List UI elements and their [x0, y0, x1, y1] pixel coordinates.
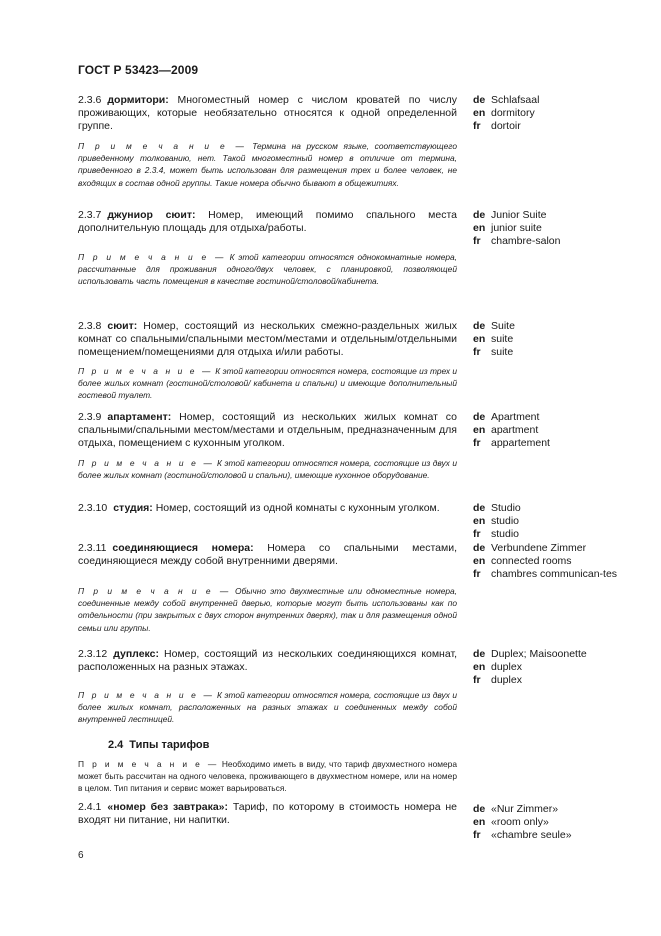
note-label: П р и м е ч а н и е — — [78, 759, 219, 769]
lang-code: en — [473, 222, 486, 234]
entry-2-3-8 — [78, 320, 457, 359]
lang-code: de — [473, 542, 486, 554]
lang-row-en — [473, 107, 623, 120]
entry-term: дормитори: — [107, 94, 169, 106]
note-text: Термина на русском языке, соответствующего приведенному толкованию, нет. Такой многоместный номер в отличие от термина, приведенного в 2.3.4, может быть использован для размещения трех и более человек, не входящих в состав одной группы. Такие номера обычно бывают в общежитиях. — [78, 141, 457, 188]
entry-2-3-10 — [78, 502, 457, 515]
entry-2-3-9 — [78, 411, 457, 450]
section-note — [78, 758, 457, 795]
lang-row-en — [473, 816, 623, 829]
lang-term: «Nur Zimmer» — [491, 803, 559, 815]
note-text: К этой категории относятся номера, состоящие из трех и более жилых комнат (гостиной/столовой/ кабинета и спальни) и имеющие дополнительный гостевой туалет. — [78, 366, 458, 401]
lang-row-de — [473, 209, 623, 222]
entry-definition: Номер, состоящий из одной комнаты с кухонным уголком. — [155, 502, 440, 514]
entry-definition: Тариф, по которому в стоимость номера не входят ни питание, ни напитки. — [78, 801, 458, 826]
entry-number: 2.4.1 — [78, 801, 102, 813]
entry-term: «номер без завтрака»: — [107, 801, 229, 813]
lang-row-de — [473, 648, 623, 661]
lang-term: appartement — [491, 437, 550, 449]
lang-term: chambre-salon — [491, 235, 561, 247]
langs-2-4-1 — [473, 803, 623, 842]
lang-term: «room only» — [491, 816, 549, 828]
lang-term: studio — [491, 528, 520, 540]
lang-row-de — [473, 320, 623, 333]
lang-term: chambres communican-tes — [491, 568, 618, 580]
langs-2-3-7 — [473, 209, 623, 248]
lang-row-fr — [473, 829, 623, 842]
lang-code: en — [473, 816, 486, 828]
lang-term: suite — [491, 346, 514, 358]
langs-2-3-9 — [473, 411, 623, 450]
note-2-3-8 — [78, 365, 457, 402]
note-label: П р и м е ч а н и е — — [78, 366, 213, 376]
note-text: К этой категории относятся однокомнатные номера, рассчитанные для проживания одного/двух человек, с планировкой, позволяющей использовать часть помещения в качестве гостиной/столовой/кабинета. — [78, 252, 458, 287]
section-number: 2.4 — [108, 739, 124, 751]
lang-code: de — [473, 648, 486, 660]
lang-row-de — [473, 411, 623, 424]
langs-2-3-6 — [473, 94, 623, 133]
langs-2-3-11 — [473, 542, 618, 581]
note-text: Необходимо иметь в виду, что тариф двухместного номера может быть рассчитан на одного человека, проживающего в двухместном номере, или на номер в целом. Тип питания и сервис может варьироваться. — [78, 759, 457, 794]
entry-definition: Номер, состоящий из нескольких жилых комнат со спальными/спальными местом/местами и отдельным, предназначенным для отдыха, помещением с кухонным уголком. — [78, 411, 457, 449]
lang-code: en — [473, 107, 486, 119]
lang-term: Duplex; Maisoonette — [491, 648, 587, 660]
lang-code: de — [473, 411, 486, 423]
lang-row-de — [473, 542, 618, 555]
entry-number: 2.3.8 — [78, 320, 102, 332]
lang-term: junior suite — [491, 222, 542, 234]
lang-row-fr — [473, 120, 623, 133]
note-2-3-11 — [78, 585, 457, 634]
lang-term: apartment — [491, 424, 539, 436]
lang-code: fr — [473, 568, 481, 580]
entry-2-3-11 — [78, 542, 457, 568]
entry-definition: Многоместный номер с числом кроватей по числу проживающих, которые необязательно относятся к одной определенной группе. — [78, 94, 457, 132]
entry-term: сюит: — [107, 320, 138, 332]
lang-row-en — [473, 555, 618, 568]
lang-code: fr — [473, 829, 481, 841]
lang-code: en — [473, 515, 486, 527]
entry-number: 2.3.11 — [78, 542, 107, 554]
lang-term: duplex — [491, 674, 522, 686]
page-number: 6 — [78, 850, 84, 861]
entry-term: дуплекс: — [113, 648, 160, 660]
lang-code: de — [473, 803, 486, 815]
lang-row-en — [473, 333, 623, 346]
lang-row-fr — [473, 437, 623, 450]
lang-row-fr — [473, 568, 618, 581]
lang-row-en — [473, 424, 623, 437]
entry-definition: Номер, состоящий из нескольких соединяющихся комнат, расположенных на разных этажах. — [78, 648, 458, 673]
lang-code: fr — [473, 437, 481, 449]
note-2-3-12 — [78, 689, 457, 726]
lang-code: en — [473, 424, 486, 436]
note-label: П р и м е ч а н и е — — [78, 141, 247, 151]
note-2-3-6 — [78, 140, 457, 189]
lang-code: fr — [473, 528, 481, 540]
note-text: К этой категории относятся номера, состоящие из двух и более жилых комнат (гостиной/столовой и спальни), имеющие кухонное оборудование. — [78, 458, 457, 481]
entry-number: 2.3.10 — [78, 502, 108, 514]
lang-row-de — [473, 803, 623, 816]
lang-code: de — [473, 320, 486, 332]
lang-code: en — [473, 333, 486, 345]
note-text: К этой категории относятся номера, состоящие из двух и более жилых комнат, расположенных на разных этажах и соединенных между собой внутренней лестницей. — [78, 690, 457, 725]
lang-code: fr — [473, 674, 481, 686]
lang-term: dormitory — [491, 107, 535, 119]
lang-term: Schlafsaal — [491, 94, 540, 106]
entry-number: 2.3.6 — [78, 94, 102, 106]
entry-term: джуниор сюит: — [107, 209, 196, 221]
section-heading — [108, 739, 209, 751]
section-title: Типы тарифов — [129, 739, 210, 751]
lang-code: en — [473, 555, 486, 567]
document-header: ГОСТ Р 53423—2009 — [78, 63, 199, 77]
lang-code: en — [473, 661, 486, 673]
lang-row-de — [473, 94, 623, 107]
lang-row-fr — [473, 674, 623, 687]
lang-code: fr — [473, 120, 481, 132]
lang-code: de — [473, 209, 486, 221]
entry-definition: Номер, имеющий помимо спального места дополнительную площадь для отдыха/работы. — [78, 209, 457, 234]
lang-row-de — [473, 502, 623, 515]
lang-code: fr — [473, 346, 481, 358]
lang-code: de — [473, 94, 486, 106]
entry-2-3-6 — [78, 94, 457, 133]
entry-2-3-12 — [78, 648, 457, 674]
lang-row-en — [473, 661, 623, 674]
lang-term: Junior Suite — [491, 209, 547, 221]
lang-term: studio — [491, 515, 520, 527]
lang-term: dortoir — [491, 120, 521, 132]
entry-definition: Номера со спальными местами, соединяющиеся между собой внутренними дверями. — [78, 542, 457, 567]
langs-2-3-12 — [473, 648, 623, 687]
lang-term: Verbundene Zimmer — [491, 542, 587, 554]
note-label: П р и м е ч а н и е — — [78, 458, 215, 468]
lang-term: «chambre seule» — [491, 829, 572, 841]
lang-row-en — [473, 222, 623, 235]
lang-row-fr — [473, 235, 623, 248]
lang-code: fr — [473, 235, 481, 247]
entry-term: апартамент: — [107, 411, 172, 423]
lang-term: Studio — [491, 502, 521, 514]
lang-row-fr — [473, 346, 623, 359]
note-2-3-7 — [78, 251, 457, 288]
note-label: П р и м е ч а н и е — — [78, 586, 231, 596]
entry-number: 2.3.12 — [78, 648, 108, 660]
lang-code: de — [473, 502, 486, 514]
lang-term: Suite — [491, 320, 515, 332]
lang-term: suite — [491, 333, 514, 345]
entry-2-4-1 — [78, 801, 457, 827]
note-2-3-9 — [78, 457, 457, 481]
note-label: П р и м е ч а н и е — — [78, 690, 215, 700]
entry-definition: Номер, состоящий из нескольких смежно-раздельных жилых комнат со спальными/спальными местом/местами и отдельным/отдельными помещением/помещениями для отдыха и/или работы. — [78, 320, 457, 358]
entry-number: 2.3.7 — [78, 209, 102, 221]
note-text: Обычно это двухместные или одноместные номера, соединенные между собой внутренней дверью, которые могут быть использованы как по отдельности (при закрытых с двух сторон внутренних дверях), так и для размещения одной семьи или группы. — [78, 586, 458, 633]
lang-term: connected rooms — [491, 555, 572, 567]
lang-term: Apartment — [491, 411, 540, 423]
note-label: П р и м е ч а н и е — — [78, 252, 227, 262]
lang-row-fr — [473, 528, 623, 541]
entry-term: соединяющиеся номера: — [112, 542, 254, 554]
lang-row-en — [473, 515, 623, 528]
lang-term: duplex — [491, 661, 522, 673]
entry-2-3-7 — [78, 209, 457, 235]
langs-2-3-10 — [473, 502, 623, 541]
entry-term: студия: — [113, 502, 153, 514]
langs-2-3-8 — [473, 320, 623, 359]
entry-number: 2.3.9 — [78, 411, 102, 423]
